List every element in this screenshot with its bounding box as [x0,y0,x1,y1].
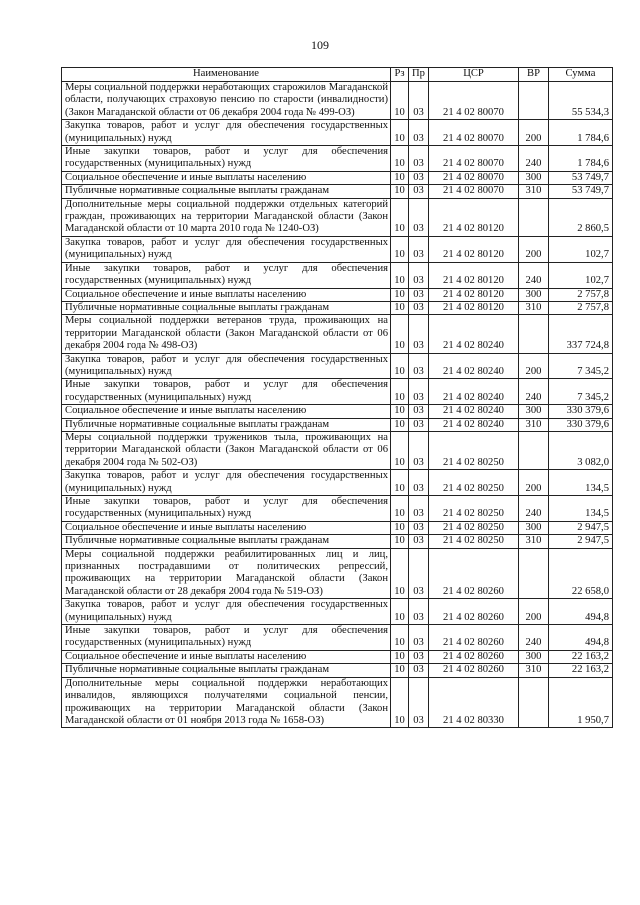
row-csr-cell: 21 4 02 80260 [429,664,519,677]
table-row [62,599,613,625]
table-row [62,664,613,677]
row-pr-cell: 03 [409,548,429,599]
row-rz-cell: 10 [391,146,409,172]
row-vr-cell: 310 [519,185,549,198]
row-name-cell: Публичные нормативные социальные выплаты гражданам [62,185,391,198]
row-vr-cell: 240 [519,146,549,172]
table-row [62,236,613,262]
row-pr-cell: 03 [409,625,429,651]
row-sum-cell: 7 345,2 [549,353,613,379]
row-name-cell: Публичные нормативные социальные выплаты гражданам [62,664,391,677]
row-name-cell: Социальное обеспечение и иные выплаты населению [62,171,391,184]
table-row [62,198,613,236]
row-pr-cell: 03 [409,262,429,288]
row-csr-cell: 21 4 02 80260 [429,548,519,599]
row-rz-cell: 10 [391,301,409,314]
row-sum-cell: 2 757,8 [549,301,613,314]
table-row [62,496,613,522]
row-name-cell: Меры социальной поддержки тружеников тыла, проживающих на территории Магаданской области (Закон Магаданской области от 06 декабря 2004 года № 502-ОЗ) [62,431,391,469]
row-csr-cell: 21 4 02 80250 [429,535,519,548]
row-name-cell: Меры социальной поддержки неработающих старожилов Магаданской области, получающих страховую пенсию по старости (инвалидности) (Закон Магаданской области от 06 декабря 2004 года № 499-ОЗ) [62,82,391,120]
header-rz: Рз [391,68,409,82]
row-name-cell: Дополнительные меры социальной поддержки отдельных категорий граждан, проживающих на территории Магаданской области (Закон Магаданской области от 10 марта 2010 года № 1240-ОЗ) [62,198,391,236]
row-sum-cell: 2 947,5 [549,521,613,534]
row-csr-cell: 21 4 02 80120 [429,236,519,262]
header-vr: ВР [519,68,549,82]
table-row [62,625,613,651]
row-name-cell: Социальное обеспечение и иные выплаты населению [62,405,391,418]
row-vr-cell [519,431,549,469]
row-name-cell: Публичные нормативные социальные выплаты гражданам [62,535,391,548]
table-body [62,82,613,728]
row-vr-cell: 310 [519,418,549,431]
row-sum-cell: 494,8 [549,625,613,651]
row-pr-cell: 03 [409,677,429,728]
row-rz-cell: 10 [391,650,409,663]
row-pr-cell: 03 [409,418,429,431]
row-csr-cell: 21 4 02 80070 [429,120,519,146]
row-name-cell: Закупка товаров, работ и услуг для обеспечения государственных (муниципальных) нужд [62,120,391,146]
table-row [62,185,613,198]
table-row [62,146,613,172]
row-pr-cell: 03 [409,599,429,625]
row-vr-cell: 240 [519,496,549,522]
row-csr-cell: 21 4 02 80260 [429,650,519,663]
row-csr-cell: 21 4 02 80260 [429,625,519,651]
row-csr-cell: 21 4 02 80260 [429,599,519,625]
table-row [62,301,613,314]
table-row [62,650,613,663]
row-pr-cell: 03 [409,431,429,469]
row-pr-cell: 03 [409,236,429,262]
row-rz-cell: 10 [391,120,409,146]
row-rz-cell: 10 [391,236,409,262]
row-name-cell: Закупка товаров, работ и услуг для обеспечения государственных (муниципальных) нужд [62,236,391,262]
row-vr-cell: 310 [519,664,549,677]
row-rz-cell: 10 [391,198,409,236]
row-pr-cell: 03 [409,120,429,146]
row-csr-cell: 21 4 02 80120 [429,262,519,288]
row-pr-cell: 03 [409,405,429,418]
row-vr-cell: 200 [519,353,549,379]
row-csr-cell: 21 4 02 80240 [429,405,519,418]
table-row [62,353,613,379]
row-vr-cell: 240 [519,625,549,651]
row-sum-cell: 2 947,5 [549,535,613,548]
row-csr-cell: 21 4 02 80070 [429,171,519,184]
row-vr-cell: 300 [519,521,549,534]
page-number: 109 [311,38,329,52]
row-rz-cell: 10 [391,288,409,301]
row-rz-cell: 10 [391,82,409,120]
row-name-cell: Закупка товаров, работ и услуг для обеспечения государственных (муниципальных) нужд [62,353,391,379]
row-csr-cell: 21 4 02 80240 [429,418,519,431]
row-rz-cell: 10 [391,521,409,534]
row-vr-cell: 310 [519,535,549,548]
table-row [62,288,613,301]
row-pr-cell: 03 [409,171,429,184]
row-name-cell: Иные закупки товаров, работ и услуг для обеспечения государственных (муниципальных) нужд [62,379,391,405]
row-vr-cell: 300 [519,288,549,301]
row-rz-cell: 10 [391,677,409,728]
row-rz-cell: 10 [391,599,409,625]
row-rz-cell: 10 [391,418,409,431]
row-vr-cell [519,315,549,353]
row-sum-cell: 102,7 [549,262,613,288]
row-pr-cell: 03 [409,496,429,522]
row-csr-cell: 21 4 02 80330 [429,677,519,728]
row-name-cell: Закупка товаров, работ и услуг для обеспечения государственных (муниципальных) нужд [62,599,391,625]
table-row [62,418,613,431]
row-sum-cell: 1 784,6 [549,146,613,172]
row-pr-cell: 03 [409,470,429,496]
row-csr-cell: 21 4 02 80240 [429,315,519,353]
table-row [62,548,613,599]
row-name-cell: Социальное обеспечение и иные выплаты населению [62,650,391,663]
row-sum-cell: 330 379,6 [549,405,613,418]
row-sum-cell: 1 950,7 [549,677,613,728]
row-rz-cell: 10 [391,664,409,677]
row-name-cell: Публичные нормативные социальные выплаты гражданам [62,301,391,314]
row-rz-cell: 10 [391,353,409,379]
row-pr-cell: 03 [409,353,429,379]
row-sum-cell: 22 163,2 [549,650,613,663]
row-rz-cell: 10 [391,431,409,469]
row-rz-cell: 10 [391,470,409,496]
table-row [62,379,613,405]
table-header-row [62,68,613,82]
row-csr-cell: 21 4 02 80070 [429,82,519,120]
row-csr-cell: 21 4 02 80070 [429,185,519,198]
row-vr-cell [519,82,549,120]
row-name-cell: Социальное обеспечение и иные выплаты населению [62,288,391,301]
row-vr-cell: 200 [519,120,549,146]
row-csr-cell: 21 4 02 80240 [429,353,519,379]
row-pr-cell: 03 [409,82,429,120]
row-rz-cell: 10 [391,171,409,184]
row-rz-cell: 10 [391,548,409,599]
row-rz-cell: 10 [391,262,409,288]
row-rz-cell: 10 [391,496,409,522]
row-rz-cell: 10 [391,625,409,651]
row-vr-cell: 300 [519,171,549,184]
row-sum-cell: 53 749,7 [549,185,613,198]
row-sum-cell: 134,5 [549,470,613,496]
row-pr-cell: 03 [409,535,429,548]
row-csr-cell: 21 4 02 80250 [429,496,519,522]
row-sum-cell: 53 749,7 [549,171,613,184]
row-pr-cell: 03 [409,379,429,405]
row-sum-cell: 1 784,6 [549,120,613,146]
row-vr-cell: 300 [519,405,549,418]
row-csr-cell: 21 4 02 80120 [429,301,519,314]
row-pr-cell: 03 [409,198,429,236]
table-row [62,315,613,353]
header-pr: Пр [409,68,429,82]
row-pr-cell: 03 [409,315,429,353]
row-csr-cell: 21 4 02 80250 [429,521,519,534]
row-sum-cell: 22 658,0 [549,548,613,599]
row-vr-cell [519,548,549,599]
table-row [62,677,613,728]
row-rz-cell: 10 [391,185,409,198]
row-pr-cell: 03 [409,650,429,663]
row-name-cell: Иные закупки товаров, работ и услуг для обеспечения государственных (муниципальных) нужд [62,262,391,288]
row-sum-cell: 494,8 [549,599,613,625]
table-row [62,120,613,146]
row-sum-cell: 2 860,5 [549,198,613,236]
row-name-cell: Иные закупки товаров, работ и услуг для обеспечения государственных (муниципальных) нужд [62,146,391,172]
table-row [62,521,613,534]
row-csr-cell: 21 4 02 80070 [429,146,519,172]
row-vr-cell: 310 [519,301,549,314]
header-name: Наименование [62,68,391,82]
row-vr-cell: 240 [519,379,549,405]
row-csr-cell: 21 4 02 80120 [429,288,519,301]
row-csr-cell: 21 4 02 80250 [429,470,519,496]
table-row [62,82,613,120]
row-name-cell: Меры социальной поддержки ветеранов труда, проживающих на территории Магаданской области (Закон Магаданской области от 06 декабря 2004 года № 498-ОЗ) [62,315,391,353]
table-row [62,470,613,496]
row-sum-cell: 3 082,0 [549,431,613,469]
table-row [62,405,613,418]
row-pr-cell: 03 [409,146,429,172]
row-sum-cell: 134,5 [549,496,613,522]
row-rz-cell: 10 [391,379,409,405]
row-sum-cell: 2 757,8 [549,288,613,301]
table-row [62,431,613,469]
row-sum-cell: 55 534,3 [549,82,613,120]
budget-table [61,67,613,728]
row-csr-cell: 21 4 02 80250 [429,431,519,469]
row-name-cell: Иные закупки товаров, работ и услуг для обеспечения государственных (муниципальных) нужд [62,496,391,522]
row-vr-cell: 200 [519,470,549,496]
row-csr-cell: 21 4 02 80240 [429,379,519,405]
row-pr-cell: 03 [409,664,429,677]
row-pr-cell: 03 [409,521,429,534]
row-pr-cell: 03 [409,301,429,314]
row-sum-cell: 22 163,2 [549,664,613,677]
row-vr-cell: 200 [519,236,549,262]
row-name-cell: Публичные нормативные социальные выплаты гражданам [62,418,391,431]
table-row [62,171,613,184]
row-vr-cell: 200 [519,599,549,625]
row-rz-cell: 10 [391,315,409,353]
row-csr-cell: 21 4 02 80120 [429,198,519,236]
row-vr-cell [519,677,549,728]
header-sum: Сумма [549,68,613,82]
row-vr-cell [519,198,549,236]
row-rz-cell: 10 [391,535,409,548]
row-name-cell: Иные закупки товаров, работ и услуг для обеспечения государственных (муниципальных) нужд [62,625,391,651]
row-vr-cell: 240 [519,262,549,288]
row-vr-cell: 300 [519,650,549,663]
row-sum-cell: 337 724,8 [549,315,613,353]
row-sum-cell: 7 345,2 [549,379,613,405]
row-name-cell: Меры социальной поддержки реабилитированных лиц и лиц, признанных пострадавшими от политических репрессий, проживающих на территории Магаданской области (Закон Магаданской области от 28 декабря 2004 года № 519-ОЗ) [62,548,391,599]
row-name-cell: Социальное обеспечение и иные выплаты населению [62,521,391,534]
row-sum-cell: 102,7 [549,236,613,262]
header-csr: ЦСР [429,68,519,82]
row-pr-cell: 03 [409,185,429,198]
row-sum-cell: 330 379,6 [549,418,613,431]
row-rz-cell: 10 [391,405,409,418]
row-name-cell: Закупка товаров, работ и услуг для обеспечения государственных (муниципальных) нужд [62,470,391,496]
table-row [62,535,613,548]
table-row [62,262,613,288]
row-pr-cell: 03 [409,288,429,301]
row-name-cell: Дополнительные меры социальной поддержки неработающих инвалидов, являющихся получателями социальной пенсии, проживающих на территории Магаданской области (Закон Магаданской области от 01 ноября 2013 года № 1658-ОЗ) [62,677,391,728]
